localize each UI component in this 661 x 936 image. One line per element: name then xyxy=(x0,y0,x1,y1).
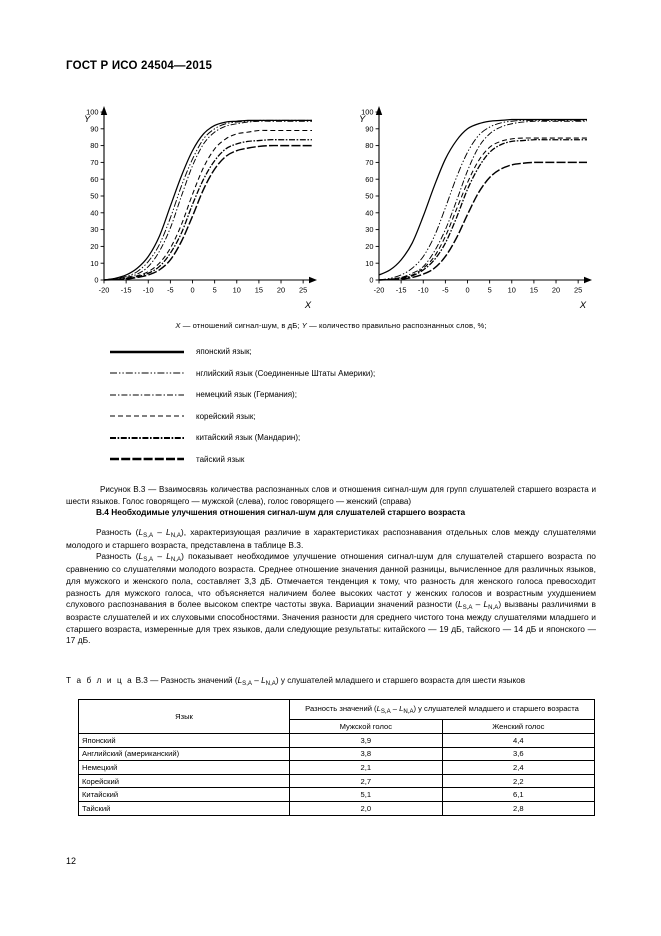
axis-note-y-symbol: Y xyxy=(301,321,307,330)
table-b3 xyxy=(78,699,595,816)
table-row xyxy=(79,747,595,761)
cell-male-value: 3,8 xyxy=(290,747,443,761)
axis-legend-note xyxy=(66,321,596,330)
document-header: ГОСТ Р ИСО 24504—2015 xyxy=(66,60,213,72)
svg-text:25: 25 xyxy=(299,285,308,295)
cell-male-value: 2,1 xyxy=(290,761,443,775)
svg-text:40: 40 xyxy=(90,208,99,218)
para2-symbol-lna-1: L xyxy=(166,551,171,562)
legend-item xyxy=(108,384,596,406)
para1-symbol-lsa: L xyxy=(138,527,144,538)
svg-text:70: 70 xyxy=(365,158,374,167)
legend-item-label: нглийский язык (Соединенные Штаты Америки); xyxy=(196,368,376,378)
svg-text:-5: -5 xyxy=(167,285,174,295)
para2-text-a: Разность ( xyxy=(96,551,139,562)
header-difference xyxy=(290,700,595,720)
para1-sub-sa: S,A xyxy=(143,532,154,540)
cell-female-value: 3,6 xyxy=(442,747,594,761)
legend-line-sample-solid-thick xyxy=(108,347,186,357)
axis-note-x-text: — отношений сигнал-шум, в дБ; xyxy=(180,321,302,330)
para2-minus-2: – xyxy=(472,599,484,610)
svg-text:0: 0 xyxy=(190,285,195,295)
legend-item-label: немецкий язык (Германия); xyxy=(196,390,297,400)
svg-text:-15: -15 xyxy=(395,285,407,295)
cell-male-value: 2,7 xyxy=(290,774,443,788)
svg-text:100: 100 xyxy=(86,107,99,117)
svg-text:20: 20 xyxy=(365,242,374,251)
cell-language: Тайский xyxy=(79,801,290,815)
svg-text:5: 5 xyxy=(212,285,217,295)
cell-male-value: 5,1 xyxy=(290,788,443,802)
svg-text:50: 50 xyxy=(90,191,99,201)
chart-male-voice-svg xyxy=(66,100,321,315)
svg-text:40: 40 xyxy=(365,208,374,218)
para1-minus: – xyxy=(153,527,166,538)
table-row xyxy=(79,761,595,775)
table-row xyxy=(79,734,595,748)
svg-text:-15: -15 xyxy=(120,285,132,295)
svg-text:0: 0 xyxy=(94,275,99,285)
table-caption-sub-na: N,A xyxy=(265,680,276,687)
paragraph-1 xyxy=(66,527,596,551)
legend-line-sample-dash-dot-thick xyxy=(108,433,186,443)
para2-sub-na-2: N,A xyxy=(488,604,499,612)
chart-female-voice-svg xyxy=(341,100,596,315)
svg-text:-10: -10 xyxy=(417,285,429,295)
legend-item xyxy=(108,406,596,428)
svg-text:10: 10 xyxy=(232,285,241,295)
table-caption-symbol-lna: L xyxy=(261,676,266,685)
svg-text:-20: -20 xyxy=(373,285,385,295)
svg-text:30: 30 xyxy=(365,225,374,235)
svg-text:60: 60 xyxy=(90,174,99,184)
legend-line-sample-dash-dot-dot xyxy=(108,368,186,378)
table-row xyxy=(79,801,595,815)
svg-text:60: 60 xyxy=(365,174,374,184)
cell-female-value: 2,2 xyxy=(442,774,594,788)
section-heading-b4: В.4 Необходимые улучшения отношения сигнал-шум для слушателей старшего возраста xyxy=(96,507,466,517)
paragraph-2 xyxy=(66,551,596,647)
legend-item xyxy=(108,341,596,363)
legend-line-sample-dash-dot xyxy=(108,390,186,400)
header-symbol-lna: L xyxy=(399,704,404,714)
table-head xyxy=(79,700,595,734)
para1-text-a: Разность ( xyxy=(96,527,139,538)
para1-symbol-lna: L xyxy=(166,527,171,538)
svg-text:20: 20 xyxy=(551,285,561,295)
para2-sub-sa-2: S,A xyxy=(462,604,473,612)
header-male-voice: Мужской голос xyxy=(290,720,443,734)
svg-text:10: 10 xyxy=(365,258,374,268)
svg-text:10: 10 xyxy=(507,285,516,295)
header-female-voice: Женский голос xyxy=(442,720,594,734)
header-difference-pre: Разность значений ( xyxy=(305,704,377,714)
svg-text:25: 25 xyxy=(574,285,583,295)
para2-minus-1: – xyxy=(153,551,167,562)
svg-text:20: 20 xyxy=(276,285,286,295)
svg-text:Y: Y xyxy=(84,114,91,125)
cell-female-value: 6,1 xyxy=(442,788,594,802)
table-caption-symbol-lsa: L xyxy=(237,676,243,685)
legend-item xyxy=(108,363,596,385)
svg-text:10: 10 xyxy=(90,258,99,268)
svg-text:70: 70 xyxy=(90,158,99,167)
header-language: Язык xyxy=(79,700,290,734)
cell-male-value: 2,0 xyxy=(290,801,443,815)
chart-female-voice xyxy=(341,100,596,315)
svg-text:80: 80 xyxy=(90,141,99,151)
svg-text:-20: -20 xyxy=(98,285,110,295)
legend-item xyxy=(108,449,596,471)
para1-sub-na: N,A xyxy=(170,532,181,540)
table-caption xyxy=(66,676,606,685)
legend-item-label: корейский язык; xyxy=(196,411,256,421)
cell-female-value: 4,4 xyxy=(442,734,594,748)
charts-row xyxy=(66,100,596,315)
svg-text:Y: Y xyxy=(359,114,366,125)
chart-male-voice xyxy=(66,100,321,315)
cell-language: Немецкий xyxy=(79,761,290,775)
para2-symbol-lna-2: L xyxy=(483,599,489,610)
svg-text:0: 0 xyxy=(465,285,470,295)
legend-item-label: тайский язык xyxy=(196,454,245,464)
legend-item-label: японский язык; xyxy=(196,347,252,357)
legend-line-sample-dashed xyxy=(108,411,186,421)
svg-text:50: 50 xyxy=(365,191,374,201)
page-number: 12 xyxy=(66,856,77,866)
table-row xyxy=(79,774,595,788)
svg-text:X: X xyxy=(579,300,587,311)
table-caption-tail: ) у слушателей младшего и старшего возраста для шести языков xyxy=(275,676,526,685)
figure-caption: Рисунок В.3 — Взаимосвязь количества распознанных слов и отношения сигнал-шум для групп слушателей старшего возраста и шести языков. Голос говорящего — мужской (слева), голос говорящего — женский (справа) xyxy=(66,485,596,506)
table-caption-lead: Т а б л и ц а xyxy=(66,676,134,685)
axis-note-x-symbol: X xyxy=(175,321,181,330)
cell-female-value: 2,4 xyxy=(442,761,594,775)
svg-text:90: 90 xyxy=(90,124,99,134)
svg-text:X: X xyxy=(304,300,312,311)
axis-note-y-text: — количество правильно распознанных слов, %; xyxy=(306,321,487,330)
table-caption-number: В.3 — Разность значений ( xyxy=(133,676,238,685)
svg-text:90: 90 xyxy=(365,124,374,134)
header-difference-post: ) у слушателей младшего и старшего возраста xyxy=(413,704,579,714)
svg-text:5: 5 xyxy=(487,285,492,295)
cell-language: Английский (американский) xyxy=(79,747,290,761)
cell-language: Корейский xyxy=(79,774,290,788)
svg-text:0: 0 xyxy=(369,275,374,285)
svg-text:15: 15 xyxy=(254,285,264,295)
legend-line-sample-long-dash-thick xyxy=(108,454,186,464)
cell-male-value: 3,9 xyxy=(290,734,443,748)
header-sub-sa: S,A xyxy=(380,708,391,716)
svg-text:-10: -10 xyxy=(142,285,154,295)
figure-legend xyxy=(108,341,596,470)
table-header-row-1 xyxy=(79,700,595,720)
para1-text-b: ), характеризующая различие в характеристиках распознавания отдельных слов между слушателями молодого и старшего возраста, представлена в таблице В.3. xyxy=(66,527,596,551)
svg-text:15: 15 xyxy=(529,285,539,295)
header-minus: – xyxy=(390,704,400,714)
para2-symbol-lsa-2: L xyxy=(457,599,463,610)
legend-item-label: китайский язык (Мандарин); xyxy=(196,433,301,443)
svg-text:80: 80 xyxy=(365,141,374,151)
cell-female-value: 2,8 xyxy=(442,801,594,815)
header-sub-na: N,A xyxy=(403,708,414,716)
para2-sub-sa-1: S,A xyxy=(143,556,154,564)
para2-text-c: ) вызваны различиями в возрасте слушателей и их слуховыми способностями. Значения разности для среднего чистого тона между слушателями младшего и старшего возраста, измеренные для трех языков, дали следующие результаты: китайского — 19 дБ, тайского — 14 дБ и японского — 17 дБ. xyxy=(66,599,597,646)
table-body xyxy=(79,734,595,816)
figure-b3 xyxy=(66,100,596,507)
table-row xyxy=(79,788,595,802)
header-symbol-lsa: L xyxy=(376,704,381,714)
para2-text-b: ) показывает необходимое улучшение отношения сигнал-шум для слушателей старшего возраста по сравнению со слушателями молодого возраста. Среднее отношение значения данной разницы, вычисленное для различных языков, для мужского и женского пола, составляет 3,3 дБ. Отмечается тенденция к тому, что разность для женского голоса превосходит разность для мужского голоса, что объясняется наличием более высоких частот у женских голосов и возрастным ухудшением слухового распознавания в более высоком спектре частоты звука. Вариации значений разности ( xyxy=(66,551,596,610)
table-caption-sub-sa: S,A xyxy=(242,680,252,687)
para2-symbol-lsa-1: L xyxy=(138,551,144,562)
cell-language: Китайский xyxy=(79,788,290,802)
table-caption-minus: – xyxy=(252,676,262,685)
cell-language: Японский xyxy=(79,734,290,748)
legend-item xyxy=(108,427,596,449)
svg-text:-5: -5 xyxy=(442,285,449,295)
para2-sub-na-1: N,A xyxy=(170,556,182,564)
svg-text:100: 100 xyxy=(361,107,374,117)
svg-text:20: 20 xyxy=(90,242,99,251)
svg-text:30: 30 xyxy=(90,225,99,235)
